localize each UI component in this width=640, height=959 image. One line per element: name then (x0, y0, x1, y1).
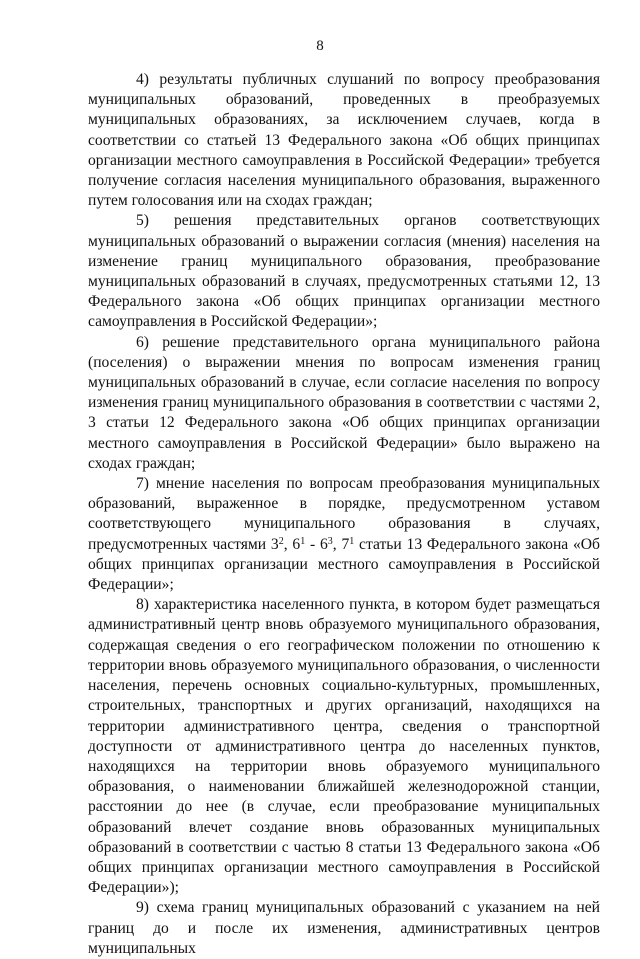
paragraph-item-8: 8) характеристика населенного пункта, в котором будет размещаться административный центр вновь образуемого муниципального образования, содержащая сведения о его географическом положении по отношению к территории вновь образуемого муниципального образования, о численности населения, перечень основных социально-культурных, промышленных, строительных, транспортных и других организаций, находящихся на территории административного центра, сведения о транспортной доступности от административного центра до населенных пунктов, находящихся на территории вновь образуемого муниципального образования, о наименовании ближайшей железнодорожной станции, расстоянии до нее (в случае, если преобразование муниципальных образований влечет создание вновь образованных муниципальных образований в соответствии с частью 8 статьи 13 Федерального закона «Об общих принципах организации местного самоуправления в Российской Федерации»); (88, 596, 600, 897)
page-number: 8 (316, 38, 324, 54)
paragraph-item-7-text: , 6 (283, 535, 301, 553)
paragraph-item-7 (88, 474, 600, 595)
paragraph-item-5: 5) решения представительных органов соответствующих муниципальных образований о выражении согласия (мнения) населения на изменение границ муниципального образования, преобразование муниципальных образований в случаях, предусмотренных статьями 12, 13 Федерального закона «Об общих принципах организации местного самоуправления в Российской Федерации»; (88, 212, 600, 331)
paragraph-item-7-text: - 6 (305, 535, 328, 553)
superscript: 2 (278, 535, 284, 547)
paragraph-item-7-text: 7) мнение населения по вопросам преобразования муниципальных образований, выраженное в порядке, предусмотренном уставом соответствующего муниципального образования в случаях, предусмотренных частями 3 (88, 475, 600, 553)
superscript: 3 (327, 535, 333, 547)
paragraph-item-7-text: статьи 13 Федерального закона «Об общих принципах организации местного самоуправления в Российской Федерации»; (88, 535, 600, 594)
document-body (88, 70, 600, 959)
superscript: 1 (300, 535, 306, 547)
paragraph-item-6: 6) решение представительного органа муниципального района (поселения) о выражении мнения по вопросам изменения границ муниципальных образований в случае, если согласие населения по вопросу изменения границ муниципального образования в соответствии с частями 2, 3 статьи 12 Федерального закона «Об общих принципах организации местного самоуправления в Российской Федерации» было выражено на сходах граждан; (88, 333, 600, 472)
paragraph-item-7-text: , 7 (332, 535, 350, 553)
paragraph-item-9: 9) схема границ муниципальных образований с указанием на ней границ до и после их изменения, административных центров муниципальных (88, 899, 600, 957)
superscript: 1 (349, 535, 355, 547)
paragraph-item-4: 4) результаты публичных слушаний по вопросу преобразования муниципальных образований, проведенных в преобразуемых муниципальных образованиях, за исключением случаев, когда в соответствии со статьей 13 Федерального закона «Об общих принципах организации местного самоуправления в Российской Федерации» требуется получение согласия населения муниципального образования, выраженного путем голосования или на сходах граждан; (88, 71, 600, 210)
